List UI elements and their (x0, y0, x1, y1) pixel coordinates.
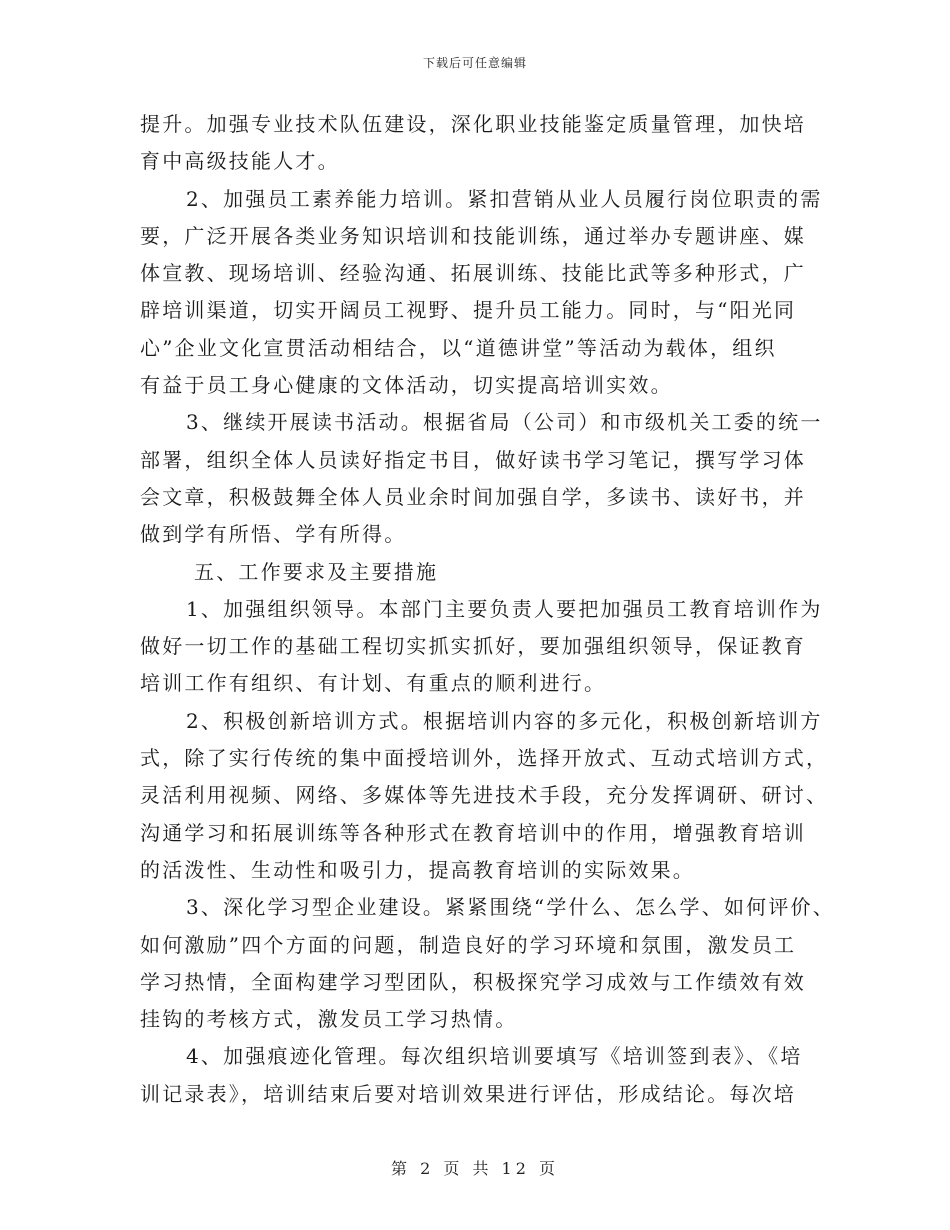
text-line: 做到学有所悟、学有所得。 (140, 522, 407, 547)
text-line: 会文章，积极鼓舞全体人员业余时间加强自学，多读书、读好书，并 (140, 484, 806, 509)
page-footer: 第 2 页 共 12 页 (391, 1159, 559, 1178)
text-line: 培训工作有组织、有计划、有重点的顺利进行。 (140, 671, 607, 696)
text-line: 学习热情，全面构建学习型团队，积极探究学习成效与工作绩效有效 (140, 969, 806, 994)
text-line: 如何激励”四个方面的问题，制造良好的学习环境和氛围，激发员工 (140, 932, 797, 957)
text-line: 育中高级技能人才。 (140, 149, 340, 174)
text-line: 训记录表》，培训结束后要对培训效果进行评估，形成结论。每次培 (140, 1081, 796, 1106)
text-line: 有益于员工身心健康的文体活动，切实提高培训实效。 (140, 373, 673, 398)
text-line: 3、继续开展读书活动。根据省局（公司）和市级机关工委的统一 (186, 410, 823, 435)
text-line: 灵活利用视频、网络、多媒体等先进技术手段，充分发挥调研、研讨、 (140, 783, 829, 808)
text-line: 2、积极创新培训方式。根据培训内容的多元化，积极创新培训方 (186, 708, 823, 733)
text-line: 辟培训渠道，切实开阔员工视野、提升员工能力。同时，与“阳光同 (140, 298, 797, 323)
page-header: 下载后可任意编辑 (422, 56, 527, 70)
text-line: 提升。加强专业技术队伍建设，深化职业技能鉴定质量管理，加快培 (140, 112, 806, 136)
text-line: 五、工作要求及主要措施 (194, 559, 439, 584)
text-line: 沟通学习和拓展训练等各种形式在教育培训中的作用，增强教育培训 (140, 820, 806, 845)
text-line: 的活泼性、生动性和吸引力，提高教育培训的实际效果。 (140, 857, 695, 882)
text-line: 做好一切工作的基础工程切实抓实抓好，要加强组织领导，保证教育 (140, 634, 806, 659)
text-line: 4、加强痕迹化管理。每次组织培训要填写《培训签到表》、《培 (186, 1044, 803, 1069)
text-line: 2、加强员工素养能力培训。紧扣营销从业人员履行岗位职责的需 (186, 186, 823, 211)
text-line: 要，广泛开展各类业务知识培训和技能训练，通过举办专题讲座、媒 (140, 223, 806, 248)
text-line: 1、加强组织领导。本部门主要负责人要把加强员工教育培训作为 (186, 596, 823, 621)
document-body (140, 106, 835, 1113)
text-line: 3、深化学习型企业建设。紧紧围绕“学什么、怎么学、如何评价、 (186, 895, 835, 920)
text-line: 心”企业文化宣贯活动相结合，以“道德讲堂”等活动为载体，组织 (140, 335, 777, 360)
text-line: 挂钩的考核方式，激发员工学习热情。 (140, 1007, 518, 1032)
text-line: 式，除了实行传统的集中面授培训外，选择开放式、互动式培训方式， (140, 746, 829, 771)
text-line: 体宣教、现场培训、经验沟通、拓展训练、技能比武等多种形式，广 (140, 261, 806, 286)
text-line: 部署，组织全体人员读好指定书目，做好读书学习笔记，撰写学习体 (140, 447, 806, 472)
